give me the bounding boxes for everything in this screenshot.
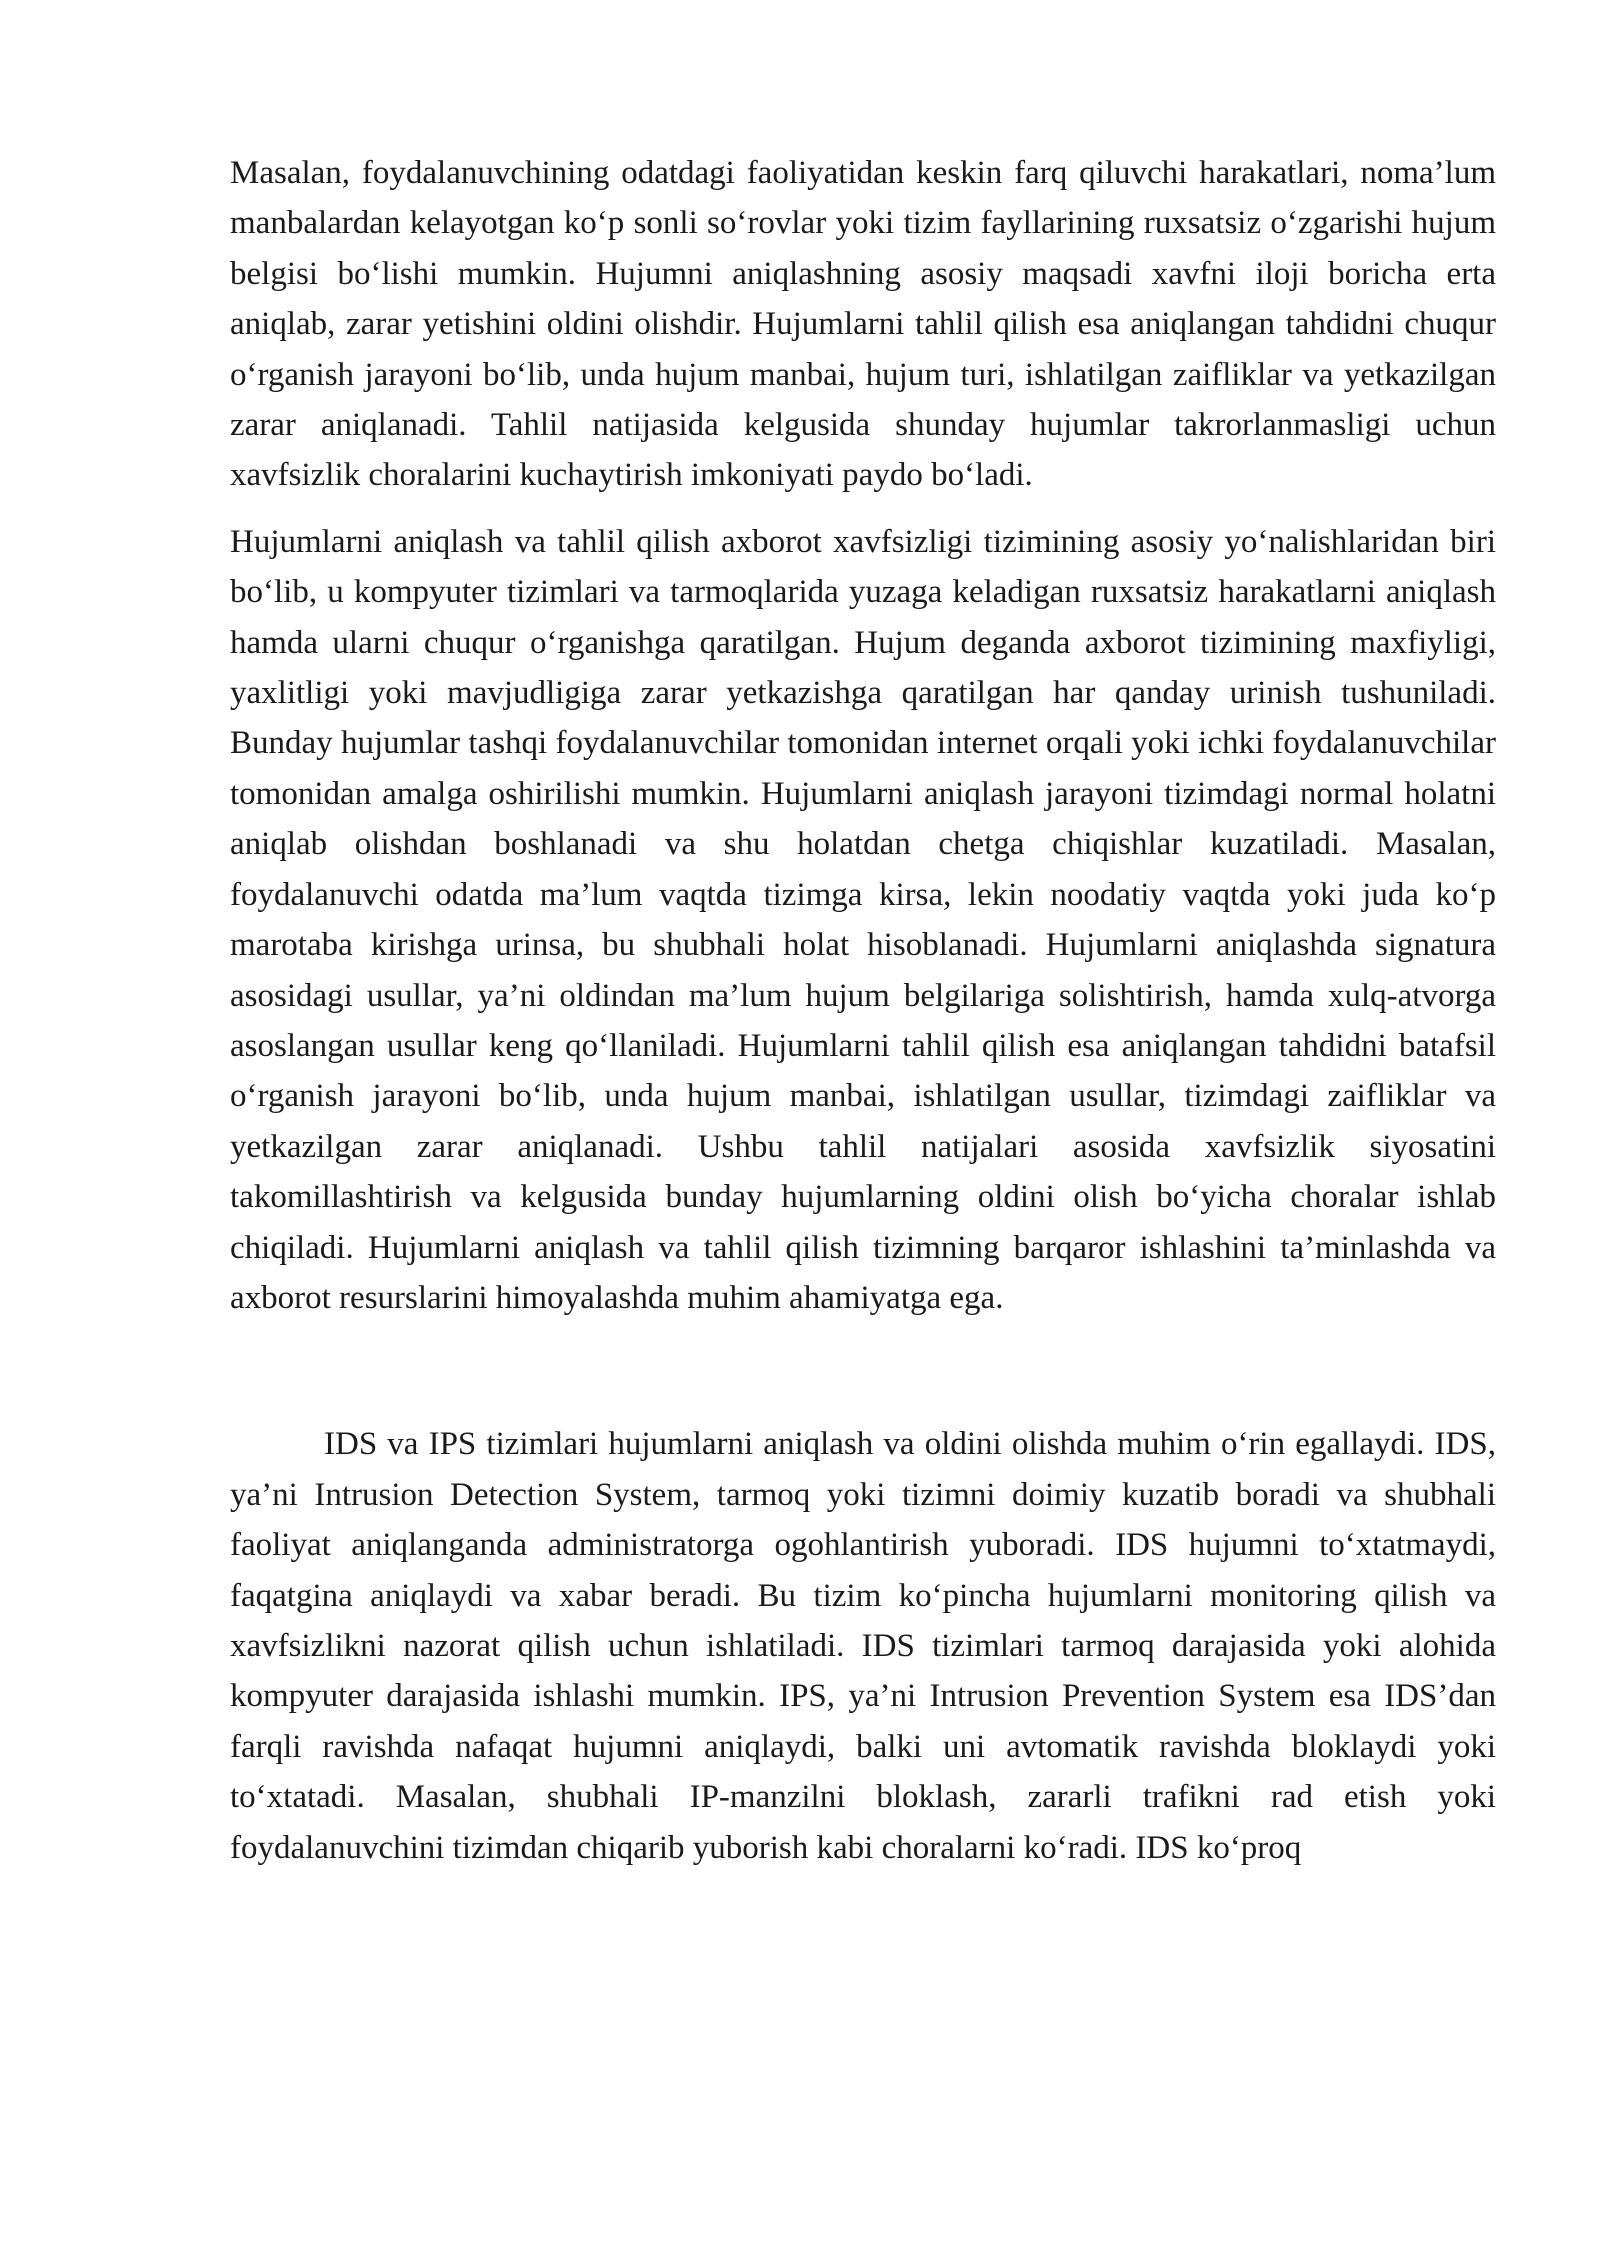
paragraph-attack-signs: Masalan, foydalanuvchining odatdagi faoliyatidan keskin farq qiluvchi harakatlari, noma’lum manbalardan kelayotgan ko‘p sonli so‘rovlar yoki tizim fayllarining ruxsatsiz o‘zgarishi hujum belgisi bo‘lishi mumkin. Hujumni aniqlashning asosiy maqsadi xavfni iloji boricha erta aniqlab, zarar yetishini oldini olishdir. Hujumlarni tahlil qilish esa aniqlangan tahdidni chuqur o‘rganish jarayoni bo‘lib, unda hujum manbai, hujum turi, ishlatilgan zaifliklar va yetkazilgan zarar aniqlanadi. Tahlil natijasida kelgusida shunday hujumlar takrorlanmasligi uchun xavfsizlik choralarini kuchaytirish imkoniyati paydo bo‘ladi.	[230, 155, 1496, 494]
paragraph-attack-detection-analysis: Hujumlarni aniqlash va tahlil qilish axborot xavfsizligi tizimining asosiy yo‘nalishlaridan biri bo‘lib, u kompyuter tizimlari va tarmoqlarida yuzaga keladigan ruxsatsiz harakatlarni aniqlash hamda ularni chuqur o‘rganishga qaratilgan. Hujum deganda axborot tizimining maxfiyligi, yaxlitligi yoki mavjudligiga zarar yetkazishga qaratilgan har qanday urinish tushuniladi. Bunday hujumlar tashqi foydalanuvchilar tomonidan internet orqali yoki ichki foydalanuvchilar tomonidan amalga oshirilishi mumkin. Hujumlarni aniqlash jarayoni tizimdagi normal holatni aniqlab olishdan boshlanadi va shu holatdan chetga chiqishlar kuzatiladi. Masalan, foydalanuvchi odatda ma’lum vaqtda tizimga kirsa, lekin noodatiy vaqtda yoki juda ko‘p marotaba kirishga urinsa, bu shubhali holat hisoblanadi. Hujumlarni aniqlashda signatura asosidagi usullar, ya’ni oldindan ma’lum hujum belgilariga solishtirish, hamda xulq-atvorga asoslangan usullar keng qo‘llaniladi. Hujumlarni tahlil qilish esa aniqlangan tahdidni batafsil o‘rganish jarayoni bo‘lib, unda hujum manbai, ishlatilgan usullar, tizimdagi zaifliklar va yetkazilgan zarar aniqlanadi. Ushbu tahlil natijalari asosida xavfsizlik siyosatini takomillashtirish va kelgusida bunday hujumlarning oldini olish bo‘yicha choralar ishlab chiqiladi. Hujumlarni aniqlash va tahlil qilish tizimning barqaror ishlashini ta’minlashda va axborot resurslarini himoyalashda muhim ahamiyatga ega.	[230, 523, 1496, 1316]
paragraph-ids-ips: IDS va IPS tizimlari hujumlarni aniqlash va oldini olishda muhim o‘rin egallaydi. IDS, ya’ni Intrusion Detection System, tarmoq yoki tizimni doimiy kuzatib boradi va shubhali faoliyat aniqlanganda administratorga ogohlantirish yuboradi. IDS hujumni to‘xtatmaydi, faqatgina aniqlaydi va xabar beradi. Bu tizim ko‘pincha hujumlarni monitoring qilish va xavfsizlikni nazorat qilish uchun ishlatiladi. IDS tizimlari tarmoq darajasida yoki alohida kompyuter darajasida ishlashi mumkin. IPS, ya’ni Intrusion Prevention System esa IDS’dan farqli ravishda nafaqat hujumni aniqlaydi, balki uni avtomatik ravishda bloklaydi yoki to‘xtatadi. Masalan, shubhali IP-manzilni bloklash, zararli trafikni rad etish yoki foydalanuvchini tizimdan chiqarib yuborish kabi choralarni ko‘radi. IDS ko‘proq	[230, 1426, 1496, 1866]
document-body	[230, 148, 1496, 1873]
